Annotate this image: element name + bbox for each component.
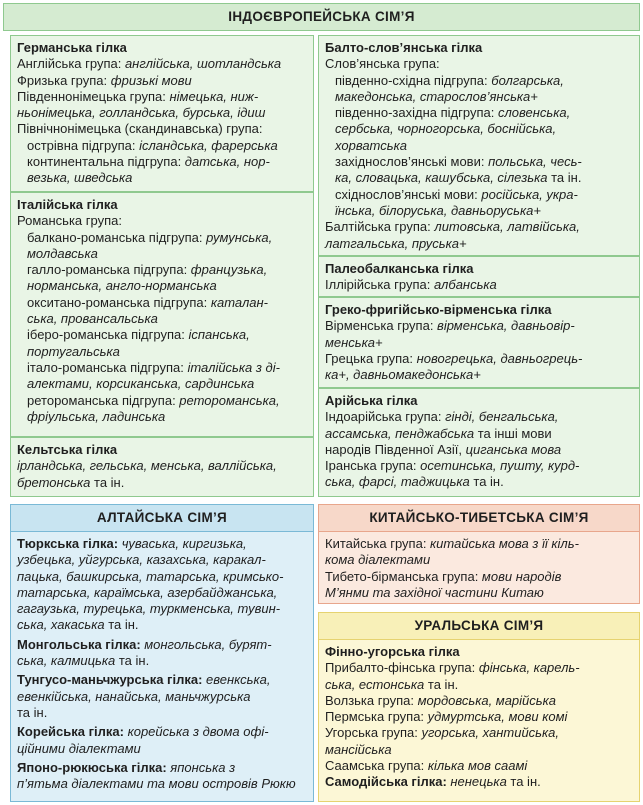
paleo-balkan-title: Палеобалканська гілка — [325, 261, 474, 276]
japonic-branch: Японо-рюкюська гілка: японська з — [17, 759, 236, 775]
celtic-title: Кельтська гілка — [17, 442, 118, 457]
sino-tibetan-header: КИТАЙСЬКО-ТИБЕТСЬКА СІМ’Я — [318, 504, 640, 532]
greco-armenian-branch: Греко-фригійсько-вірменська гілка Вірменська група: вірменська, давньовір- менська+ Грецька група: новогрецька, давньогрець- ка+, давньомакедонська+ — [318, 297, 640, 388]
indo-european-header: ІНДОЄВРОПЕЙСЬКА СІМ’Я — [3, 3, 640, 31]
aryan-title: Арійська гілка — [325, 393, 418, 408]
mongolic-branch: Монгольська гілка: монгольська, бурят- — [17, 636, 272, 652]
italic-branch: Італійська гілка Романська група: балкано-романська підгрупа: румунська, молдавська галло-романська підгрупа: французька, норманська, англо-норманська окситано-романська підгрупа: каталан- ська, провансальська іберо-романська підгрупа: іспанська, португальська італо-романська підгрупа: італійська з ді- алектами, корсиканська, сардинська ретороманська підгрупа: ретороманська, фріульська, ладинська — [10, 192, 314, 437]
aryan-branch: Арійська гілка Індоарійська група: гінді, бенгальська, ассамська, пенджабська та інші мови народів Південної Азії, циганська мова Іранська група: осетинська, пушту, курд- ська, фарсі, таджицька та ін. — [318, 388, 640, 497]
altaic-header: АЛТАЙСЬКА СІМ’Я — [10, 504, 314, 532]
sino-tibetan-body: Китайська група: китайська мова з її кіль- кома діалектами Тибето-бірманська група: мови народів М’янми та західної частини Китаю — [318, 532, 640, 604]
celtic-branch: Кельтська гілка ірландська, гельська, менська, валлійська, бретонська та ін. — [10, 437, 314, 497]
balto-slavic-branch: Балто-слов’янська гілка Слов’янська група: південно-східна підгрупа: болгарська, македонська, старослов’янська+ південно-західна підгрупа: словенська, сербська, чорногорська, боснійська, хорватська західнослов’янські мови: польська, чесь- ка, словацька, кашубська, сілезька та ін. східнослов’янські мови: російська, укра- їнська, білоруська, давньоруська+ Балтійська група: литовська, латвійська, латгальська, пруська+ — [318, 35, 640, 256]
uralic-header: УРАЛЬСЬКА СІМ’Я — [318, 612, 640, 640]
samoyedic-branch: Самодійська гілка: ненецька та ін. — [325, 774, 541, 790]
tungusic-branch: Тунгусо-маньчжурська гілка: евенкська, — [17, 672, 271, 688]
uralic-body: Фінно-угорська гілка Прибалто-фінська група: фінська, карель- ська, естонська та ін. Волзька група: мордовська, марійська Пермська група: удмуртська, мови комі Угорська група: угорська, хантийська, мансійська Саамська група: кілька мов саамі Самодійська гілка: ненецька та ін. — [318, 640, 640, 802]
germanic-branch: Германська гілка Англійська група: англійська, шотландська Фризька група: фризькі мови Південнонімецька група: німецька, ниж- ньонімецька, голландська, бурська, ідиш Північнонімецька (скандинавська) група: острівна підгрупа: ісландська, фарерська континентальна підгрупа: датська, нор- везька, шведська — [10, 35, 314, 192]
greco-armenian-title: Греко-фригійсько-вірменська гілка — [325, 302, 552, 317]
korean-branch: Корейська гілка: корейська з двома офі- — [17, 724, 269, 740]
altaic-body: Тюркська гілка: чуваська, киргизька, узбецька, уйгурська, казахська, каракал- пацька, башкирська, татарська, кримсько- татарська, караїмська, азербайджанська, гагаузька, турецька, туркменська, тувин- ська, хакаська та ін. Монгольська гілка: монгольська, бурят- ська, калмицька та ін. Тунгусо-маньчжурська гілка: евенкська, евенкійська, нанайська, маньчжурська та ін. Корейська гілка: корейська з двома офі- ційними діалектами Японо-рюкюська гілка: японська з п’ятьма діалектами та мови островів Рюкю — [10, 532, 314, 802]
finno-ugric-title: Фінно-угорська гілка — [325, 644, 460, 659]
turkic-branch: Тюркська гілка: чуваська, киргизька, — [17, 536, 247, 551]
balto-slavic-title: Балто-слов’янська гілка — [325, 40, 483, 55]
italic-title: Італійська гілка — [17, 197, 118, 212]
germanic-title: Германська гілка — [17, 40, 127, 55]
paleo-balkan-branch: Палеобалканська гілка Іллірійська група: албанська — [318, 256, 640, 297]
